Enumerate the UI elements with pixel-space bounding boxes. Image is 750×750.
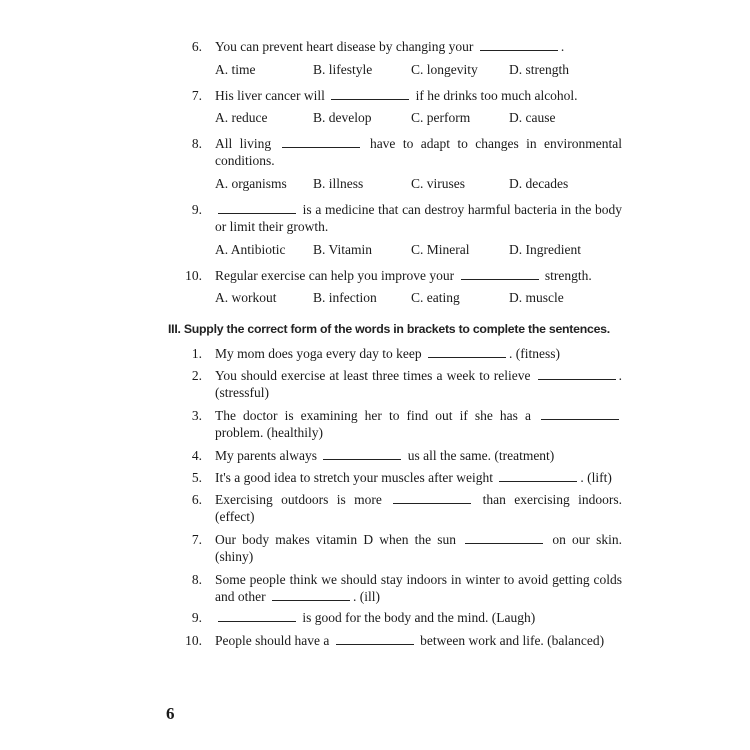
exercise-item-text bbox=[215, 531, 622, 565]
exercise-item-number: 3. bbox=[191, 408, 202, 423]
answer-option[interactable]: B. develop bbox=[313, 110, 372, 125]
exercise-item-text-before: Our body makes vitamin D when the sun bbox=[215, 532, 463, 547]
answer-option[interactable]: C. viruses bbox=[411, 176, 465, 191]
exercise-item-text-before: My mom does yoga every day to keep bbox=[215, 346, 425, 361]
exercise-item-text-after: . (lift) bbox=[580, 470, 612, 485]
exercise-item-number: 4. bbox=[191, 448, 202, 463]
exercise-item-number: 6. bbox=[191, 492, 202, 507]
question-number: 10. bbox=[185, 268, 202, 283]
answer-blank[interactable] bbox=[541, 408, 619, 420]
question-text-after: if he drinks too much alcohol. bbox=[412, 88, 578, 103]
exercise-item-number: 8. bbox=[191, 572, 202, 587]
answer-option[interactable]: A. reduce bbox=[215, 110, 268, 125]
answer-blank[interactable] bbox=[480, 39, 558, 51]
section-3-heading: III. Supply the correct form of the words in brackets to complete the sentences. bbox=[168, 322, 610, 336]
exercise-item-text-before: You should exercise at least three times a week to relieve bbox=[215, 368, 535, 383]
answer-blank[interactable] bbox=[499, 470, 577, 482]
page-number: 6 bbox=[166, 704, 175, 723]
question-text bbox=[215, 87, 622, 104]
answer-option[interactable]: D. Ingredient bbox=[509, 242, 581, 257]
answer-blank[interactable] bbox=[323, 448, 401, 460]
exercise-item-number: 2. bbox=[191, 368, 202, 383]
answer-blank[interactable] bbox=[428, 346, 506, 358]
answer-option[interactable]: A. time bbox=[215, 62, 256, 77]
exercise-item-text-after: on our skin. (shiny) bbox=[215, 532, 622, 564]
exercise-item-text bbox=[215, 571, 622, 605]
answer-blank[interactable] bbox=[331, 88, 409, 100]
exercise-item-text-before: People should have a bbox=[215, 633, 333, 648]
exercise-item-text bbox=[215, 469, 622, 486]
exercise-item-text-after: between work and life. (balanced) bbox=[416, 633, 605, 648]
answer-option[interactable]: D. decades bbox=[509, 176, 569, 191]
exercise-item-text bbox=[215, 367, 622, 401]
answer-option[interactable]: C. eating bbox=[411, 290, 460, 305]
exercise-item-text-after: . (stressful) bbox=[215, 368, 622, 400]
answer-option[interactable]: C. Mineral bbox=[411, 242, 470, 257]
question-text bbox=[215, 38, 622, 55]
exercise-item-text-before: It's a good idea to stretch your muscles after weight bbox=[215, 470, 497, 485]
exercise-item-text-after: . (ill) bbox=[352, 589, 380, 604]
question-number: 7. bbox=[191, 88, 202, 103]
question-number: 6. bbox=[191, 39, 202, 54]
answer-option[interactable]: C. longevity bbox=[411, 62, 478, 77]
exercise-item-text bbox=[215, 491, 622, 525]
answer-option[interactable]: C. perform bbox=[411, 110, 471, 125]
answer-blank[interactable] bbox=[461, 268, 539, 280]
answer-option[interactable]: A. Antibiotic bbox=[215, 242, 286, 257]
answer-blank[interactable] bbox=[282, 136, 360, 148]
exercise-item-text bbox=[215, 407, 622, 441]
answer-blank[interactable] bbox=[538, 368, 616, 380]
question-text-after: . bbox=[560, 39, 565, 54]
exercise-item-text bbox=[215, 345, 622, 362]
question-text-before: All living bbox=[215, 136, 279, 151]
question-number: 8. bbox=[191, 136, 202, 151]
exercise-item-number: 1. bbox=[191, 346, 202, 361]
answer-blank[interactable] bbox=[393, 492, 471, 504]
exercise-item-text-after: than exercising indoors. (effect) bbox=[215, 492, 622, 524]
answer-option[interactable]: D. cause bbox=[509, 110, 556, 125]
answer-option[interactable]: D. strength bbox=[509, 62, 569, 77]
question-text bbox=[215, 135, 622, 169]
answer-option[interactable]: B. Vitamin bbox=[313, 242, 372, 257]
exercise-item-number: 5. bbox=[191, 470, 202, 485]
answer-option[interactable]: B. infection bbox=[313, 290, 377, 305]
exercise-item-number: 7. bbox=[191, 532, 202, 547]
exercise-item-text bbox=[215, 632, 622, 649]
question-text-after: have to adapt to changes in environmental conditions. bbox=[215, 136, 622, 168]
exercise-item-text-after: is good for the body and the mind. (Laugh) bbox=[299, 610, 536, 625]
exercise-item-text-after: . (fitness) bbox=[508, 346, 560, 361]
question-text-before: His liver cancer will bbox=[215, 88, 329, 103]
exercise-item-text-before: Exercising outdoors is more bbox=[215, 492, 391, 507]
answer-blank[interactable] bbox=[218, 610, 296, 622]
question-text bbox=[215, 201, 622, 235]
question-text-before: You can prevent heart disease by changing your bbox=[215, 39, 477, 54]
exercise-item-text-before: The doctor is examining her to find out if she has a bbox=[215, 408, 538, 423]
answer-option[interactable]: A. organisms bbox=[215, 176, 287, 191]
exercise-item-number: 10. bbox=[185, 633, 202, 648]
answer-blank[interactable] bbox=[465, 532, 543, 544]
answer-blank[interactable] bbox=[272, 589, 350, 601]
answer-option[interactable]: A. workout bbox=[215, 290, 277, 305]
answer-blank[interactable] bbox=[336, 633, 414, 645]
question-text-before: Regular exercise can help you improve your bbox=[215, 268, 458, 283]
answer-blank[interactable] bbox=[218, 202, 296, 214]
exercise-item-text bbox=[215, 447, 622, 464]
exercise-item-number: 9. bbox=[191, 610, 202, 625]
question-text-after: is a medicine that can destroy harmful bacteria in the body or limit their growth. bbox=[215, 202, 622, 234]
question-text bbox=[215, 267, 622, 284]
exercise-item-text-before: Some people think we should stay indoors in winter to avoid getting colds and other bbox=[215, 572, 622, 604]
exercise-item-text bbox=[215, 609, 622, 626]
question-text-after: strength. bbox=[541, 268, 592, 283]
answer-option[interactable]: B. illness bbox=[313, 176, 364, 191]
question-number: 9. bbox=[191, 202, 202, 217]
exercise-item-text-before: My parents always bbox=[215, 448, 321, 463]
exercise-item-text-after: problem. (healthily) bbox=[215, 425, 323, 440]
answer-option[interactable]: B. lifestyle bbox=[313, 62, 373, 77]
exercise-item-text-after: us all the same. (treatment) bbox=[404, 448, 555, 463]
answer-option[interactable]: D. muscle bbox=[509, 290, 564, 305]
